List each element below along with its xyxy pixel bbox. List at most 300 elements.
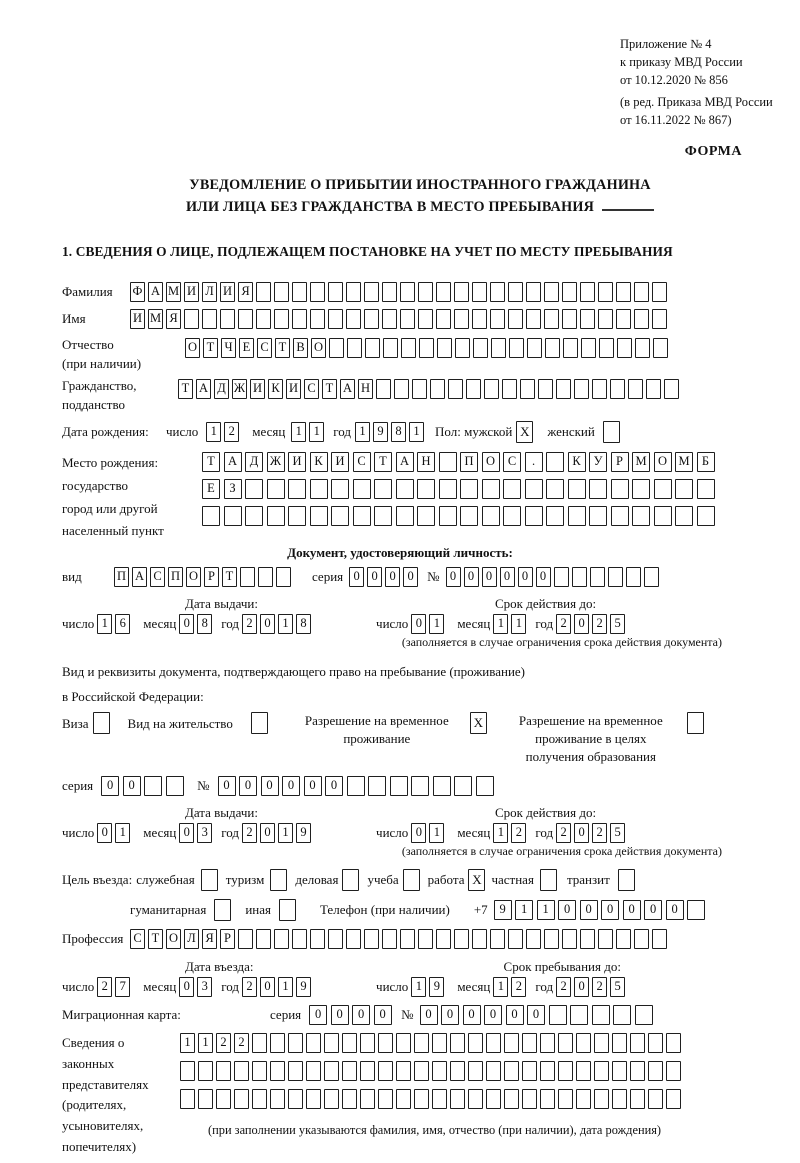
char-cell[interactable]: 8 (391, 422, 406, 442)
char-cell[interactable]: 0 (179, 614, 194, 634)
char-cell[interactable]: П (460, 452, 478, 472)
char-cell[interactable]: Т (275, 338, 290, 358)
char-cell[interactable] (270, 1061, 285, 1081)
char-cell[interactable] (288, 1089, 303, 1109)
char-cell[interactable] (468, 1089, 483, 1109)
char-cell[interactable]: И (331, 452, 349, 472)
char-cell[interactable] (432, 1061, 447, 1081)
doc-issue-day-boxes[interactable] (97, 614, 133, 634)
char-cell[interactable] (558, 1033, 573, 1053)
char-cell[interactable] (466, 379, 481, 399)
name-boxes[interactable] (130, 309, 670, 329)
char-cell[interactable]: 0 (260, 823, 275, 843)
char-cell[interactable]: 1 (411, 977, 426, 997)
char-cell[interactable] (562, 929, 577, 949)
char-cell[interactable]: 0 (331, 1005, 349, 1025)
char-cell[interactable]: А (196, 379, 211, 399)
char-cell[interactable]: Р (204, 567, 219, 587)
char-cell[interactable] (396, 1061, 411, 1081)
char-cell[interactable] (267, 479, 285, 499)
char-cell[interactable]: П (114, 567, 129, 587)
migration-series-boxes[interactable] (309, 1005, 395, 1025)
char-cell[interactable]: 0 (123, 776, 141, 796)
birth-month-boxes[interactable] (291, 422, 327, 442)
char-cell[interactable]: К (310, 452, 328, 472)
char-cell[interactable]: Л (184, 929, 199, 949)
char-cell[interactable]: А (224, 452, 242, 472)
char-cell[interactable]: 0 (574, 977, 589, 997)
char-cell[interactable] (613, 1005, 631, 1025)
char-cell[interactable] (612, 1061, 627, 1081)
entry-month-boxes[interactable] (179, 977, 215, 997)
char-cell[interactable]: 0 (101, 776, 119, 796)
char-cell[interactable]: 9 (373, 422, 388, 442)
char-cell[interactable] (546, 452, 564, 472)
char-cell[interactable] (390, 776, 408, 796)
char-cell[interactable]: 0 (500, 567, 515, 587)
char-cell[interactable] (383, 338, 398, 358)
char-cell[interactable] (292, 282, 307, 302)
char-cell[interactable]: 6 (115, 614, 130, 634)
char-cell[interactable]: 5 (610, 977, 625, 997)
char-cell[interactable] (324, 1061, 339, 1081)
char-cell[interactable]: 2 (592, 977, 607, 997)
char-cell[interactable]: Т (202, 452, 220, 472)
char-cell[interactable] (608, 567, 623, 587)
char-cell[interactable] (353, 479, 371, 499)
birth-place-row2-boxes[interactable] (202, 479, 718, 499)
char-cell[interactable]: Т (222, 567, 237, 587)
char-cell[interactable] (454, 282, 469, 302)
char-cell[interactable] (310, 282, 325, 302)
char-cell[interactable]: 2 (511, 977, 526, 997)
char-cell[interactable] (414, 1033, 429, 1053)
doc-kind-boxes[interactable] (114, 567, 294, 587)
char-cell[interactable] (472, 929, 487, 949)
char-cell[interactable] (675, 506, 693, 526)
char-cell[interactable]: 8 (296, 614, 311, 634)
char-cell[interactable] (526, 309, 541, 329)
char-cell[interactable] (342, 1033, 357, 1053)
char-cell[interactable] (180, 1089, 195, 1109)
char-cell[interactable]: 0 (574, 614, 589, 634)
char-cell[interactable]: 0 (464, 567, 479, 587)
char-cell[interactable] (224, 506, 242, 526)
char-cell[interactable] (502, 379, 517, 399)
char-cell[interactable] (468, 1061, 483, 1081)
char-cell[interactable]: 0 (558, 900, 576, 920)
char-cell[interactable] (417, 479, 435, 499)
char-cell[interactable] (634, 282, 649, 302)
char-cell[interactable]: 0 (601, 900, 619, 920)
purpose-other-checkbox[interactable] (279, 899, 296, 921)
representatives-row3-boxes[interactable] (180, 1089, 684, 1109)
char-cell[interactable]: Б (697, 452, 715, 472)
char-cell[interactable] (342, 1061, 357, 1081)
char-cell[interactable] (400, 282, 415, 302)
char-cell[interactable] (436, 309, 451, 329)
char-cell[interactable]: 1 (291, 422, 306, 442)
char-cell[interactable] (306, 1033, 321, 1053)
char-cell[interactable] (654, 479, 672, 499)
char-cell[interactable]: 0 (527, 1005, 545, 1025)
purpose-study-checkbox[interactable] (403, 869, 420, 891)
char-cell[interactable] (525, 479, 543, 499)
char-cell[interactable] (270, 1089, 285, 1109)
purpose-transit-checkbox[interactable] (618, 869, 635, 891)
char-cell[interactable] (202, 506, 220, 526)
char-cell[interactable] (378, 1061, 393, 1081)
char-cell[interactable]: 0 (218, 776, 236, 796)
char-cell[interactable] (396, 1089, 411, 1109)
char-cell[interactable]: М (148, 309, 163, 329)
char-cell[interactable] (574, 379, 589, 399)
char-cell[interactable] (252, 1033, 267, 1053)
char-cell[interactable] (238, 309, 253, 329)
char-cell[interactable]: 1 (493, 823, 508, 843)
char-cell[interactable]: 0 (623, 900, 641, 920)
char-cell[interactable] (324, 1033, 339, 1053)
char-cell[interactable] (630, 1089, 645, 1109)
char-cell[interactable]: Р (611, 452, 629, 472)
char-cell[interactable]: 1 (493, 977, 508, 997)
char-cell[interactable]: Ч (221, 338, 236, 358)
char-cell[interactable]: Ж (232, 379, 247, 399)
char-cell[interactable] (419, 338, 434, 358)
char-cell[interactable] (430, 379, 445, 399)
stay-number-boxes[interactable] (218, 776, 498, 796)
char-cell[interactable] (274, 929, 289, 949)
char-cell[interactable] (572, 567, 587, 587)
char-cell[interactable] (437, 338, 452, 358)
char-cell[interactable]: 3 (197, 823, 212, 843)
char-cell[interactable]: 1 (355, 422, 370, 442)
char-cell[interactable] (448, 379, 463, 399)
char-cell[interactable] (346, 282, 361, 302)
char-cell[interactable] (576, 1033, 591, 1053)
char-cell[interactable] (396, 479, 414, 499)
char-cell[interactable] (378, 1089, 393, 1109)
char-cell[interactable]: Я (202, 929, 217, 949)
char-cell[interactable]: 0 (352, 1005, 370, 1025)
char-cell[interactable] (329, 338, 344, 358)
char-cell[interactable] (267, 506, 285, 526)
char-cell[interactable] (414, 1089, 429, 1109)
char-cell[interactable] (664, 379, 679, 399)
char-cell[interactable]: Т (322, 379, 337, 399)
char-cell[interactable] (166, 776, 184, 796)
char-cell[interactable] (545, 338, 560, 358)
birth-place-row1-boxes[interactable] (202, 452, 718, 472)
surname-boxes[interactable] (130, 282, 670, 302)
char-cell[interactable] (245, 506, 263, 526)
char-cell[interactable]: 1 (429, 823, 444, 843)
char-cell[interactable] (503, 479, 521, 499)
char-cell[interactable] (598, 282, 613, 302)
char-cell[interactable] (382, 929, 397, 949)
char-cell[interactable] (592, 1005, 610, 1025)
char-cell[interactable]: Т (203, 338, 218, 358)
char-cell[interactable]: 0 (260, 614, 275, 634)
char-cell[interactable]: Е (202, 479, 220, 499)
char-cell[interactable] (632, 506, 650, 526)
char-cell[interactable] (306, 1089, 321, 1109)
char-cell[interactable] (460, 479, 478, 499)
char-cell[interactable] (460, 506, 478, 526)
birth-day-boxes[interactable] (206, 422, 242, 442)
char-cell[interactable] (347, 338, 362, 358)
char-cell[interactable] (525, 506, 543, 526)
char-cell[interactable] (418, 929, 433, 949)
char-cell[interactable] (396, 506, 414, 526)
visa-checkbox[interactable] (93, 712, 110, 734)
char-cell[interactable] (628, 379, 643, 399)
char-cell[interactable] (652, 309, 667, 329)
char-cell[interactable]: П (168, 567, 183, 587)
char-cell[interactable] (484, 379, 499, 399)
char-cell[interactable] (433, 776, 451, 796)
char-cell[interactable] (612, 1033, 627, 1053)
phone-boxes[interactable] (494, 900, 709, 920)
char-cell[interactable]: В (293, 338, 308, 358)
char-cell[interactable] (632, 479, 650, 499)
char-cell[interactable] (558, 1061, 573, 1081)
char-cell[interactable]: 2 (511, 823, 526, 843)
char-cell[interactable]: Л (202, 282, 217, 302)
char-cell[interactable] (581, 338, 596, 358)
patronymic-boxes[interactable] (185, 338, 671, 358)
char-cell[interactable] (368, 776, 386, 796)
char-cell[interactable] (360, 1089, 375, 1109)
char-cell[interactable] (611, 479, 629, 499)
char-cell[interactable] (576, 1089, 591, 1109)
char-cell[interactable] (328, 929, 343, 949)
char-cell[interactable] (526, 282, 541, 302)
char-cell[interactable] (400, 309, 415, 329)
char-cell[interactable] (234, 1061, 249, 1081)
char-cell[interactable]: 0 (374, 1005, 392, 1025)
char-cell[interactable]: 9 (429, 977, 444, 997)
purpose-tourism-checkbox[interactable] (270, 869, 287, 891)
char-cell[interactable]: 2 (242, 977, 257, 997)
char-cell[interactable] (238, 929, 253, 949)
char-cell[interactable] (432, 1033, 447, 1053)
char-cell[interactable] (611, 506, 629, 526)
stayuntil-month-boxes[interactable] (493, 977, 529, 997)
char-cell[interactable]: А (396, 452, 414, 472)
char-cell[interactable] (644, 567, 659, 587)
char-cell[interactable] (216, 1089, 231, 1109)
char-cell[interactable] (414, 1061, 429, 1081)
char-cell[interactable] (568, 506, 586, 526)
char-cell[interactable] (503, 506, 521, 526)
char-cell[interactable] (331, 506, 349, 526)
char-cell[interactable] (256, 929, 271, 949)
char-cell[interactable]: Т (178, 379, 193, 399)
stay-series-boxes[interactable] (101, 776, 187, 796)
char-cell[interactable] (472, 309, 487, 329)
char-cell[interactable]: 1 (198, 1033, 213, 1053)
char-cell[interactable] (252, 1061, 267, 1081)
char-cell[interactable] (589, 479, 607, 499)
representatives-row1-boxes[interactable] (180, 1033, 684, 1053)
char-cell[interactable] (288, 1033, 303, 1053)
char-cell[interactable]: С (150, 567, 165, 587)
char-cell[interactable]: 0 (403, 567, 418, 587)
char-cell[interactable]: Д (245, 452, 263, 472)
char-cell[interactable] (374, 506, 392, 526)
char-cell[interactable] (490, 929, 505, 949)
char-cell[interactable] (364, 282, 379, 302)
char-cell[interactable] (256, 309, 271, 329)
char-cell[interactable] (328, 282, 343, 302)
char-cell[interactable] (454, 309, 469, 329)
char-cell[interactable]: Я (166, 309, 181, 329)
char-cell[interactable] (328, 309, 343, 329)
char-cell[interactable] (598, 309, 613, 329)
char-cell[interactable]: 0 (446, 567, 461, 587)
char-cell[interactable]: С (503, 452, 521, 472)
char-cell[interactable] (331, 479, 349, 499)
char-cell[interactable]: К (568, 452, 586, 472)
char-cell[interactable]: И (250, 379, 265, 399)
char-cell[interactable] (612, 1089, 627, 1109)
char-cell[interactable] (666, 1089, 681, 1109)
char-cell[interactable]: 0 (97, 823, 112, 843)
char-cell[interactable]: 1 (278, 823, 293, 843)
char-cell[interactable] (310, 479, 328, 499)
char-cell[interactable] (648, 1061, 663, 1081)
char-cell[interactable]: Ж (267, 452, 285, 472)
char-cell[interactable]: А (340, 379, 355, 399)
char-cell[interactable]: Р (220, 929, 235, 949)
doc-issue-year-boxes[interactable] (242, 614, 314, 634)
purpose-private-checkbox[interactable] (540, 869, 557, 891)
char-cell[interactable] (580, 282, 595, 302)
char-cell[interactable] (589, 506, 607, 526)
char-cell[interactable] (276, 567, 291, 587)
char-cell[interactable] (144, 776, 162, 796)
char-cell[interactable] (292, 929, 307, 949)
char-cell[interactable] (306, 1061, 321, 1081)
char-cell[interactable] (202, 309, 217, 329)
char-cell[interactable] (598, 929, 613, 949)
char-cell[interactable]: 0 (239, 776, 257, 796)
doc-series-boxes[interactable] (349, 567, 421, 587)
char-cell[interactable]: М (675, 452, 693, 472)
char-cell[interactable] (490, 309, 505, 329)
char-cell[interactable] (544, 309, 559, 329)
char-cell[interactable] (436, 282, 451, 302)
char-cell[interactable]: Е (239, 338, 254, 358)
char-cell[interactable]: 0 (644, 900, 662, 920)
char-cell[interactable]: 1 (493, 614, 508, 634)
char-cell[interactable]: 2 (97, 977, 112, 997)
birth-place-row3-boxes[interactable] (202, 506, 718, 526)
stay-issue-year-boxes[interactable] (242, 823, 314, 843)
char-cell[interactable] (184, 309, 199, 329)
char-cell[interactable] (594, 1033, 609, 1053)
char-cell[interactable]: 0 (506, 1005, 524, 1025)
char-cell[interactable]: З (224, 479, 242, 499)
char-cell[interactable] (527, 338, 542, 358)
char-cell[interactable]: 0 (349, 567, 364, 587)
char-cell[interactable] (439, 506, 457, 526)
char-cell[interactable]: 0 (367, 567, 382, 587)
char-cell[interactable] (476, 776, 494, 796)
char-cell[interactable] (450, 1089, 465, 1109)
representatives-row2-boxes[interactable] (180, 1061, 684, 1081)
char-cell[interactable] (454, 776, 472, 796)
doc-issue-month-boxes[interactable] (179, 614, 215, 634)
char-cell[interactable] (616, 929, 631, 949)
char-cell[interactable] (546, 479, 564, 499)
char-cell[interactable]: 0 (260, 977, 275, 997)
char-cell[interactable] (353, 506, 371, 526)
char-cell[interactable]: Я (238, 282, 253, 302)
char-cell[interactable]: 5 (610, 823, 625, 843)
char-cell[interactable] (648, 1033, 663, 1053)
char-cell[interactable] (666, 1061, 681, 1081)
char-cell[interactable] (270, 1033, 285, 1053)
stay-issue-month-boxes[interactable] (179, 823, 215, 843)
char-cell[interactable] (544, 282, 559, 302)
char-cell[interactable] (274, 309, 289, 329)
entry-year-boxes[interactable] (242, 977, 314, 997)
char-cell[interactable] (324, 1089, 339, 1109)
char-cell[interactable]: И (184, 282, 199, 302)
char-cell[interactable]: 1 (180, 1033, 195, 1053)
entry-day-boxes[interactable] (97, 977, 133, 997)
char-cell[interactable] (610, 379, 625, 399)
char-cell[interactable]: 2 (242, 614, 257, 634)
char-cell[interactable] (697, 479, 715, 499)
char-cell[interactable] (288, 506, 306, 526)
char-cell[interactable] (634, 929, 649, 949)
char-cell[interactable] (590, 567, 605, 587)
char-cell[interactable] (554, 567, 569, 587)
char-cell[interactable] (468, 1033, 483, 1053)
char-cell[interactable] (697, 506, 715, 526)
char-cell[interactable] (439, 479, 457, 499)
char-cell[interactable] (245, 479, 263, 499)
char-cell[interactable] (490, 282, 505, 302)
char-cell[interactable]: 2 (556, 614, 571, 634)
purpose-business-checkbox[interactable] (342, 869, 359, 891)
char-cell[interactable] (654, 506, 672, 526)
char-cell[interactable]: 0 (666, 900, 684, 920)
char-cell[interactable] (617, 338, 632, 358)
char-cell[interactable]: 0 (580, 900, 598, 920)
char-cell[interactable]: 2 (592, 823, 607, 843)
char-cell[interactable] (252, 1089, 267, 1109)
char-cell[interactable] (540, 1033, 555, 1053)
char-cell[interactable]: 1 (278, 977, 293, 997)
char-cell[interactable] (396, 1033, 411, 1053)
char-cell[interactable]: 1 (409, 422, 424, 442)
char-cell[interactable] (439, 452, 457, 472)
char-cell[interactable] (594, 1061, 609, 1081)
char-cell[interactable] (486, 1089, 501, 1109)
char-cell[interactable]: 0 (179, 823, 194, 843)
char-cell[interactable]: . (525, 452, 543, 472)
stayuntil-day-boxes[interactable] (411, 977, 447, 997)
char-cell[interactable] (346, 309, 361, 329)
stay-issue-day-boxes[interactable] (97, 823, 133, 843)
char-cell[interactable]: 0 (574, 823, 589, 843)
char-cell[interactable] (522, 1061, 537, 1081)
stayuntil-year-boxes[interactable] (556, 977, 628, 997)
